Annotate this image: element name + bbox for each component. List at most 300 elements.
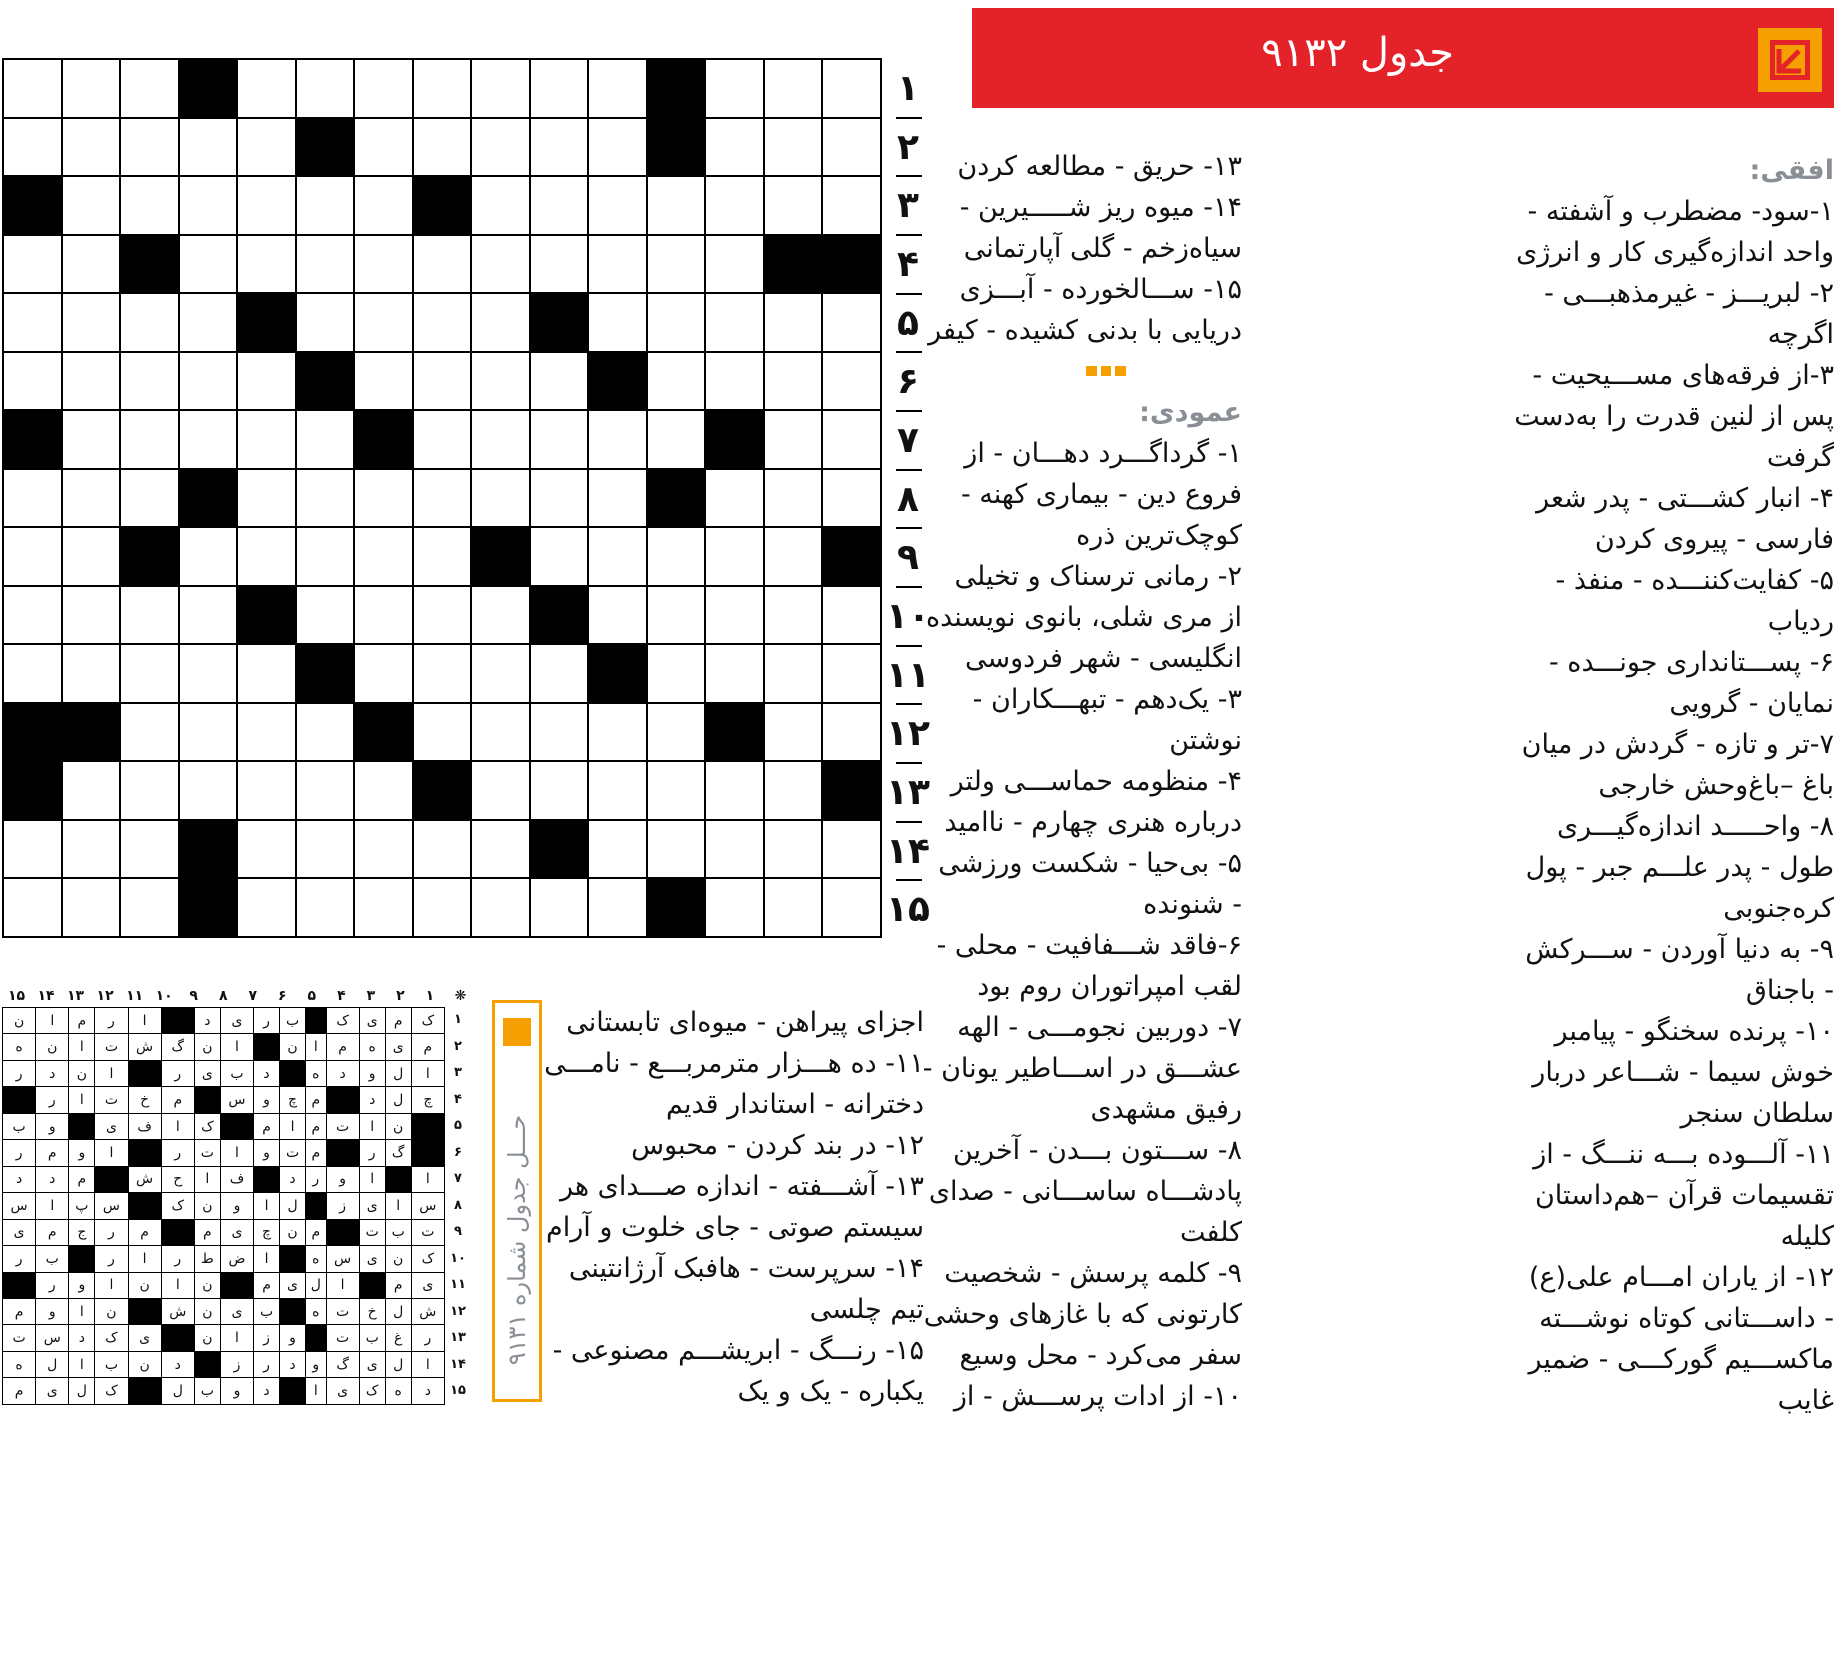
grid-cell[interactable] (471, 118, 530, 177)
grid-cell[interactable] (530, 235, 589, 294)
solution-cell: چ (280, 1087, 306, 1113)
grid-cell[interactable] (62, 527, 121, 586)
row-number: ۱۴ (886, 830, 930, 872)
solution-row (3, 1272, 445, 1298)
grid-cell[interactable] (354, 820, 413, 879)
solution-row-number: ۱۲ (450, 1303, 466, 1319)
clue-line: - شنونده (1143, 889, 1242, 920)
solution-cell: س (411, 1193, 444, 1219)
black-cell (3, 761, 62, 820)
solution-cell: ن (194, 1325, 220, 1351)
grid-cell[interactable] (413, 644, 472, 703)
grid-cell[interactable] (530, 761, 589, 820)
grid-cell[interactable] (3, 469, 62, 528)
grid-cell[interactable] (530, 176, 589, 235)
grid-cell[interactable] (413, 878, 472, 937)
grid-cell[interactable] (3, 527, 62, 586)
solution-corner-mark: ❋ (454, 988, 467, 1004)
grid-cell[interactable] (822, 176, 881, 235)
grid-cell[interactable] (413, 59, 472, 118)
clue-line: سیاه‌زخم - گلی آپارتمانی (963, 233, 1242, 264)
solution-cell: ن (36, 1034, 69, 1060)
grid-cell[interactable] (471, 352, 530, 411)
grid-cell[interactable] (413, 293, 472, 352)
grid-cell[interactable] (530, 410, 589, 469)
grid-cell[interactable] (413, 527, 472, 586)
grid-cell[interactable] (179, 410, 238, 469)
grid-cell[interactable] (237, 469, 296, 528)
solution-cell: ه (359, 1034, 385, 1060)
clue-line: خوش سیما - شـــاعر دربار (1532, 1057, 1834, 1088)
grid-cell[interactable] (647, 352, 706, 411)
solution-cell: ط (194, 1246, 220, 1272)
grid-cell[interactable] (588, 118, 647, 177)
grid-cell[interactable] (822, 293, 881, 352)
solution-cell: ج (69, 1219, 95, 1245)
grid-cell[interactable] (822, 644, 881, 703)
grid-cell[interactable] (3, 118, 62, 177)
grid-cell[interactable] (413, 235, 472, 294)
grid-cell[interactable] (120, 176, 179, 235)
solution-cell: ت (95, 1087, 128, 1113)
grid-cell[interactable] (237, 878, 296, 937)
grid-cell[interactable] (62, 644, 121, 703)
grid-cell[interactable] (354, 352, 413, 411)
grid-cell[interactable] (237, 703, 296, 762)
solution-label: حـــل جدول شماره ۹۱۳۱ (503, 1114, 531, 1366)
solution-cell: ر (411, 1325, 444, 1351)
solution-black-cell (128, 1060, 161, 1086)
solution-cell: ت (194, 1140, 220, 1166)
grid-cell[interactable] (822, 118, 881, 177)
grid-cell[interactable] (237, 176, 296, 235)
grid-cell[interactable] (120, 410, 179, 469)
grid-cell[interactable] (764, 176, 823, 235)
grid-cell[interactable] (647, 527, 706, 586)
grid-cell[interactable] (764, 761, 823, 820)
grid-cell[interactable] (530, 118, 589, 177)
grid-cell[interactable] (471, 176, 530, 235)
grid-cell[interactable] (237, 235, 296, 294)
grid-cell[interactable] (237, 118, 296, 177)
solution-cell: ی (95, 1113, 128, 1139)
grid-cell[interactable] (764, 118, 823, 177)
grid-cell[interactable] (3, 644, 62, 703)
solution-black-cell (194, 1351, 220, 1377)
grid-cell[interactable] (471, 59, 530, 118)
solution-cell: و (326, 1166, 359, 1192)
grid-cell[interactable] (764, 820, 823, 879)
grid-cell[interactable] (354, 176, 413, 235)
solution-cell: ر (3, 1246, 36, 1272)
grid-cell[interactable] (3, 235, 62, 294)
grid-cell[interactable] (705, 293, 764, 352)
solution-cell: ا (128, 1246, 161, 1272)
solution-cell: ت (280, 1140, 306, 1166)
solution-cell: ا (95, 1272, 128, 1298)
grid-cell[interactable] (296, 410, 355, 469)
grid-cell[interactable] (588, 469, 647, 528)
grid-cell[interactable] (179, 293, 238, 352)
grid-cell[interactable] (179, 235, 238, 294)
grid-cell[interactable] (588, 410, 647, 469)
grid-cell[interactable] (705, 235, 764, 294)
solution-black-cell (326, 1140, 359, 1166)
row-number: ۵ (897, 302, 919, 344)
solution-cell: ی (128, 1325, 161, 1351)
grid-cell[interactable] (354, 527, 413, 586)
grid-cell[interactable] (705, 644, 764, 703)
solution-cell: ل (306, 1272, 326, 1298)
grid-cell[interactable] (705, 352, 764, 411)
grid-cell[interactable] (62, 410, 121, 469)
grid-cell[interactable] (354, 761, 413, 820)
grid-cell[interactable] (764, 469, 823, 528)
grid-cell[interactable] (413, 586, 472, 645)
grid-row (3, 820, 881, 879)
across-clues (1514, 150, 1834, 1421)
grid-cell[interactable] (471, 293, 530, 352)
solution-cell: ت (3, 1325, 36, 1351)
solution-cell: م (161, 1087, 194, 1113)
grid-cell[interactable] (296, 878, 355, 937)
grid-cell[interactable] (705, 820, 764, 879)
grid-cell[interactable] (764, 644, 823, 703)
grid-cell[interactable] (647, 586, 706, 645)
solution-column-number: ۵ (307, 988, 317, 1004)
across-clues-continued (928, 146, 1242, 351)
solution-cell: پ (69, 1193, 95, 1219)
grid-cell[interactable] (413, 469, 472, 528)
grid-cell[interactable] (62, 176, 121, 235)
grid-cell[interactable] (237, 59, 296, 118)
grid-row (3, 410, 881, 469)
solution-black-cell (128, 1193, 161, 1219)
grid-cell[interactable] (237, 527, 296, 586)
grid-cell[interactable] (588, 703, 647, 762)
grid-cell[interactable] (62, 235, 121, 294)
grid-cell[interactable] (179, 176, 238, 235)
clue-line: ۵- بی‌حیا - شکست ورزشی (938, 848, 1242, 879)
grid-cell[interactable] (237, 761, 296, 820)
grid-cell[interactable] (62, 878, 121, 937)
grid-cell[interactable] (588, 293, 647, 352)
grid-cell[interactable] (237, 644, 296, 703)
row-number: ۸ (897, 478, 919, 520)
grid-cell[interactable] (179, 527, 238, 586)
solution-cell: د (161, 1351, 194, 1377)
grid-cell[interactable] (413, 118, 472, 177)
grid-cell[interactable] (530, 59, 589, 118)
solution-cell: ا (36, 1193, 69, 1219)
clue-line: ۱۴- میوه ریز شـــــیرین - (959, 192, 1242, 223)
grid-cell[interactable] (120, 644, 179, 703)
grid-cell[interactable] (764, 527, 823, 586)
grid-cell[interactable] (120, 586, 179, 645)
solution-black-cell (128, 1378, 161, 1405)
grid-cell[interactable] (62, 820, 121, 879)
section-separator (1086, 366, 1126, 376)
grid-cell[interactable] (237, 352, 296, 411)
grid-cell[interactable] (120, 878, 179, 937)
grid-cell[interactable] (120, 59, 179, 118)
grid-cell[interactable] (3, 586, 62, 645)
solution-cell: ز (326, 1193, 359, 1219)
black-cell (822, 235, 881, 294)
grid-cell[interactable] (120, 761, 179, 820)
clue-line: ۱۳- حریق - مطالعه کردن (957, 151, 1242, 182)
grid-cell[interactable] (3, 293, 62, 352)
grid-cell[interactable] (62, 761, 121, 820)
grid-cell[interactable] (413, 820, 472, 879)
grid-cell[interactable] (413, 410, 472, 469)
grid-cell[interactable] (296, 586, 355, 645)
grid-cell[interactable] (471, 878, 530, 937)
grid-cell[interactable] (120, 293, 179, 352)
grid-cell[interactable] (822, 59, 881, 118)
grid-cell[interactable] (62, 586, 121, 645)
grid-cell[interactable] (179, 644, 238, 703)
grid-cell[interactable] (120, 703, 179, 762)
solution-cell: ر (36, 1272, 69, 1298)
grid-cell[interactable] (471, 644, 530, 703)
grid-cell[interactable] (764, 586, 823, 645)
black-cell (3, 410, 62, 469)
grid-cell[interactable] (62, 118, 121, 177)
grid-cell[interactable] (354, 878, 413, 937)
clue-line: ۴- منظومه حماســـی ولتر (950, 766, 1242, 797)
grid-cell[interactable] (588, 59, 647, 118)
grid-cell[interactable] (588, 820, 647, 879)
grid-cell[interactable] (588, 176, 647, 235)
grid-cell[interactable] (705, 59, 764, 118)
grid-cell[interactable] (588, 527, 647, 586)
grid-cell[interactable] (822, 586, 881, 645)
grid-cell[interactable] (822, 703, 881, 762)
grid-cell[interactable] (822, 878, 881, 937)
solution-cell: ش (128, 1034, 161, 1060)
grid-cell[interactable] (3, 59, 62, 118)
black-cell (120, 527, 179, 586)
grid-cell[interactable] (296, 527, 355, 586)
solution-cell: چ (411, 1087, 444, 1113)
grid-cell[interactable] (530, 527, 589, 586)
grid-cell[interactable] (120, 820, 179, 879)
grid-cell[interactable] (822, 820, 881, 879)
solution-cell: ت (326, 1325, 359, 1351)
grid-cell[interactable] (296, 469, 355, 528)
grid-cell[interactable] (354, 59, 413, 118)
grid-cell[interactable] (705, 469, 764, 528)
solution-cell: ی (359, 1351, 385, 1377)
solution-cell: م (306, 1140, 326, 1166)
clue-line: ۱۰- از ادات پرســـش - از (953, 1381, 1242, 1412)
grid-cell[interactable] (120, 469, 179, 528)
grid-cell[interactable] (296, 176, 355, 235)
solution-cell: ا (95, 1140, 128, 1166)
row-separator (896, 175, 922, 177)
grid-cell[interactable] (647, 293, 706, 352)
grid-cell[interactable] (764, 59, 823, 118)
grid-cell[interactable] (705, 176, 764, 235)
solution-cell: م (3, 1298, 36, 1324)
grid-cell[interactable] (296, 59, 355, 118)
clue-line: اجزای پیراهن - میوه‌ای تابستانی (566, 1007, 924, 1038)
solution-cell: گ (161, 1034, 194, 1060)
solution-cell: ر (36, 1087, 69, 1113)
clue-line: سفر می‌کرد - محل وسیع (959, 1340, 1242, 1371)
solution-black-cell (306, 1193, 326, 1219)
grid-cell[interactable] (354, 586, 413, 645)
grid-cell[interactable] (354, 118, 413, 177)
black-cell (471, 527, 530, 586)
grid-cell[interactable] (296, 235, 355, 294)
grid-cell[interactable] (588, 761, 647, 820)
grid-cell[interactable] (471, 761, 530, 820)
clue-line: کره‌جنوبی (1723, 893, 1834, 924)
grid-cell[interactable] (705, 586, 764, 645)
solution-cell: س (326, 1246, 359, 1272)
solution-black-cell (306, 1008, 326, 1034)
grid-cell[interactable] (237, 410, 296, 469)
solution-cell: د (3, 1166, 36, 1192)
grid-cell[interactable] (179, 118, 238, 177)
grid-cell[interactable] (471, 235, 530, 294)
solution-cell: و (36, 1298, 69, 1324)
solution-cell: ی (194, 1060, 220, 1086)
grid-cell[interactable] (764, 410, 823, 469)
grid-cell[interactable] (530, 469, 589, 528)
grid-cell[interactable] (179, 703, 238, 762)
clue-line: دریایی با بدنی کشیده - کیفر (928, 315, 1242, 346)
black-cell (647, 878, 706, 937)
grid-cell[interactable] (764, 878, 823, 937)
clue-line: ۵- کفایت‌کننـــده - منفذ - (1555, 565, 1834, 596)
solution-cell: ن (69, 1060, 95, 1086)
solution-cell: ل (385, 1060, 411, 1086)
grid-cell[interactable] (471, 586, 530, 645)
grid-cell[interactable] (413, 352, 472, 411)
solution-cell: د (326, 1060, 359, 1086)
grid-cell[interactable] (3, 352, 62, 411)
grid-cell[interactable] (3, 878, 62, 937)
grid-cell[interactable] (647, 176, 706, 235)
solution-row-number: ۳ (454, 1065, 462, 1081)
grid-cell[interactable] (354, 293, 413, 352)
grid-row (3, 352, 881, 411)
solution-black-cell (3, 1087, 36, 1113)
grid-cell[interactable] (822, 352, 881, 411)
grid-cell[interactable] (354, 644, 413, 703)
solution-cell: ی (36, 1378, 69, 1405)
grid-cell[interactable] (471, 410, 530, 469)
black-cell (822, 761, 881, 820)
page-title: جدول ۹۱۳۲ (1261, 30, 1454, 76)
grid-cell[interactable] (471, 469, 530, 528)
grid-cell[interactable] (705, 878, 764, 937)
solution-cell: ز (220, 1351, 253, 1377)
grid-cell[interactable] (588, 586, 647, 645)
grid-cell[interactable] (62, 469, 121, 528)
grid-cell[interactable] (62, 352, 121, 411)
grid-cell[interactable] (120, 352, 179, 411)
grid-cell[interactable] (237, 820, 296, 879)
row-separator (896, 527, 922, 529)
solution-cell: س (95, 1193, 128, 1219)
clue-line: یکباره - یک و یک (737, 1376, 924, 1407)
solution-cell: ی (326, 1378, 359, 1405)
grid-cell[interactable] (705, 118, 764, 177)
grid-cell[interactable] (530, 644, 589, 703)
solution-row (3, 1246, 445, 1272)
grid-cell[interactable] (296, 761, 355, 820)
grid-cell[interactable] (588, 235, 647, 294)
black-cell (179, 59, 238, 118)
grid-cell[interactable] (764, 703, 823, 762)
grid-cell[interactable] (471, 703, 530, 762)
grid-cell[interactable] (647, 820, 706, 879)
grid-cell[interactable] (62, 59, 121, 118)
grid-cell[interactable] (588, 878, 647, 937)
grid-cell[interactable] (530, 878, 589, 937)
grid-cell[interactable] (179, 586, 238, 645)
solution-cell: ک (161, 1193, 194, 1219)
solution-cell: ی (280, 1272, 306, 1298)
grid-cell[interactable] (62, 293, 121, 352)
grid-cell[interactable] (647, 235, 706, 294)
grid-cell[interactable] (413, 703, 472, 762)
solution-cell: ی (3, 1219, 36, 1245)
solution-cell: ب (95, 1351, 128, 1377)
grid-cell[interactable] (647, 644, 706, 703)
grid-cell[interactable] (647, 761, 706, 820)
solution-cell: م (36, 1219, 69, 1245)
grid-cell[interactable] (764, 352, 823, 411)
grid-cell[interactable] (179, 352, 238, 411)
solution-black-cell (306, 1325, 326, 1351)
grid-cell[interactable] (822, 469, 881, 528)
grid-cell[interactable] (471, 820, 530, 879)
solution-cell: ا (220, 1325, 253, 1351)
grid-cell[interactable] (530, 703, 589, 762)
grid-cell[interactable] (354, 469, 413, 528)
solution-cell: ر (3, 1060, 36, 1086)
grid-cell[interactable] (705, 527, 764, 586)
row-separator (896, 879, 922, 881)
solution-black-cell (385, 1166, 411, 1192)
grid-cell[interactable] (764, 293, 823, 352)
grid-cell[interactable] (647, 703, 706, 762)
grid-cell[interactable] (647, 410, 706, 469)
grid-cell[interactable] (296, 293, 355, 352)
grid-cell[interactable] (705, 761, 764, 820)
grid-cell[interactable] (296, 820, 355, 879)
solution-cell: ت (326, 1298, 359, 1324)
solution-row (3, 1087, 445, 1113)
grid-cell[interactable] (3, 820, 62, 879)
solution-cell: ا (359, 1113, 385, 1139)
grid-cell[interactable] (530, 352, 589, 411)
solution-black-cell (128, 1140, 161, 1166)
grid-cell[interactable] (120, 118, 179, 177)
grid-cell[interactable] (296, 703, 355, 762)
solution-cell: ب (3, 1113, 36, 1139)
grid-cell[interactable] (354, 235, 413, 294)
grid-cell[interactable] (822, 410, 881, 469)
grid-cell[interactable] (179, 761, 238, 820)
black-cell (237, 293, 296, 352)
solution-cell: ر (306, 1166, 326, 1192)
